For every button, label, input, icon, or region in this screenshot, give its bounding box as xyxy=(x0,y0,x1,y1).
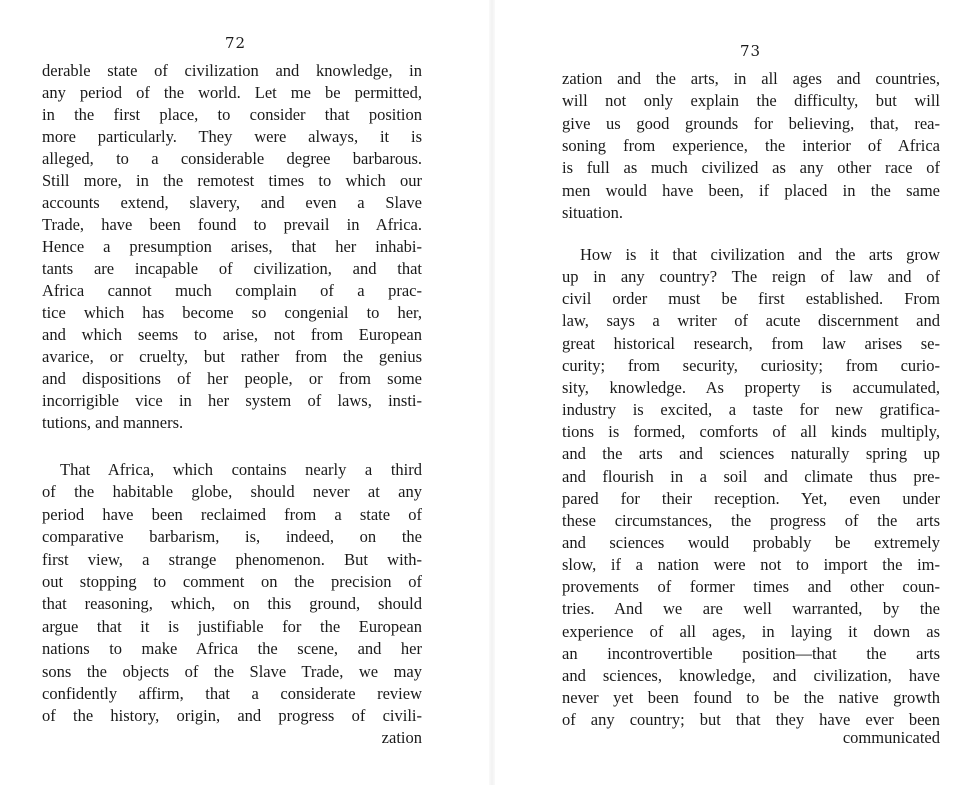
text-line: nations to make Africa the scene, and her xyxy=(42,639,422,659)
text-line: sity, knowledge. As property is accumulated, xyxy=(562,377,940,397)
text-line: more particularly. They were always, it is xyxy=(42,127,422,146)
text-line: comparative barbarism, is, indeed, on the xyxy=(42,527,422,547)
text-line: confidently affirm, that a considerate review xyxy=(42,684,422,703)
text-line: tions is formed, comforts of all kinds multiply, xyxy=(562,422,940,442)
text-line: industry is excited, a taste for new gratifica- xyxy=(562,400,940,420)
text-line: and sciences, knowledge, and civilization, have xyxy=(562,665,940,685)
left-page xyxy=(42,0,422,785)
text-line: tutions, and manners. xyxy=(42,413,184,432)
text-line: will not only explain the difficulty, but will xyxy=(562,91,940,111)
text-line: situation. xyxy=(562,202,623,222)
text-line: is full as much civilized as any other race of xyxy=(562,158,940,178)
text-line: zation and the arts, in all ages and countries, xyxy=(562,69,940,88)
text-line: that reasoning, which, on this ground, should xyxy=(42,594,422,614)
right-page xyxy=(562,0,940,785)
text-line: first view, a strange phenomenon. But with- xyxy=(42,549,422,569)
text-line: period have been reclaimed from a state of xyxy=(42,504,422,524)
text-line: give us good grounds for believing, that, rea- xyxy=(562,113,940,133)
text-line: That Africa, which contains nearly a third xyxy=(60,460,422,479)
text-line: derable state of civilization and knowledge, in xyxy=(42,61,422,80)
catchword: zation xyxy=(381,728,422,747)
text-line: and sciences would probably be extremely xyxy=(562,532,940,552)
text-line: Still more, in the remotest times to which our xyxy=(42,171,422,190)
text-line: never yet been found to be the native growth xyxy=(562,688,940,707)
text-line: Trade, have been found to prevail in Africa. xyxy=(42,215,422,234)
text-line: out stopping to comment on the precision of xyxy=(42,572,422,591)
text-line: experience of all ages, in laying it down as xyxy=(562,621,940,641)
book-gutter xyxy=(489,0,495,785)
text-line: law, says a writer of acute discernment and xyxy=(562,311,940,331)
text-line: an incontrovertible position—that the arts xyxy=(562,643,940,663)
text-line: provements of former times and other coun- xyxy=(562,577,940,597)
text-line: sons the objects of the Slave Trade, we may xyxy=(42,661,422,681)
text-line: and dispositions of her people, or from some xyxy=(42,369,422,388)
text-line: in the first place, to consider that position xyxy=(42,105,422,124)
text-line: of the history, origin, and progress of civili- xyxy=(42,706,422,726)
text-line: Africa cannot much complain of a prac- xyxy=(42,281,422,300)
text-line: alleged, to a considerable degree barbarous. xyxy=(42,149,422,168)
page-number: 72 xyxy=(225,34,247,52)
text-line: tries. And we are well warranted, by the xyxy=(562,599,940,619)
text-line: great historical research, from law arises se- xyxy=(562,333,940,353)
text-line: argue that it is justifiable for the European xyxy=(42,616,422,636)
text-line: civil order must be first established. From xyxy=(562,289,940,309)
catchword: communicated xyxy=(842,728,940,747)
text-line: incorrigible vice in her system of laws, insti- xyxy=(42,391,422,410)
text-line: How is it that civilization and the arts grow xyxy=(580,245,940,264)
text-line: tants are incapable of civilization, and that xyxy=(42,259,422,278)
text-line: of the habitable globe, should never at any xyxy=(42,482,422,502)
text-line: tice which has become so congenial to her, xyxy=(42,303,422,322)
text-line: men would have been, if placed in the same xyxy=(562,180,940,200)
text-line: and the arts and sciences naturally spring up xyxy=(562,444,940,464)
text-line: slow, if a nation were not to import the im- xyxy=(562,555,940,575)
text-line: and flourish in a soil and climate thus pre- xyxy=(562,466,940,486)
text-line: accounts extend, slavery, and even a Slave xyxy=(42,193,422,212)
text-line: any period of the world. Let me be permitted, xyxy=(42,83,422,102)
text-line: curity; from security, curiosity; from curio- xyxy=(562,355,940,375)
text-line: of any country; but that they have ever been xyxy=(562,710,940,730)
text-line: avarice, or cruelty, but rather from the genius xyxy=(42,347,422,366)
text-line: Hence a presumption arises, that her inhabi- xyxy=(42,237,422,256)
page-number: 73 xyxy=(740,42,762,60)
text-line: and which seems to arise, not from European xyxy=(42,325,422,344)
text-line: soning from experience, the interior of Africa xyxy=(562,135,940,155)
text-line: pared for their reception. Yet, even under xyxy=(562,488,940,508)
text-line: up in any country? The reign of law and of xyxy=(562,267,940,287)
text-line: these circumstances, the progress of the arts xyxy=(562,510,940,530)
